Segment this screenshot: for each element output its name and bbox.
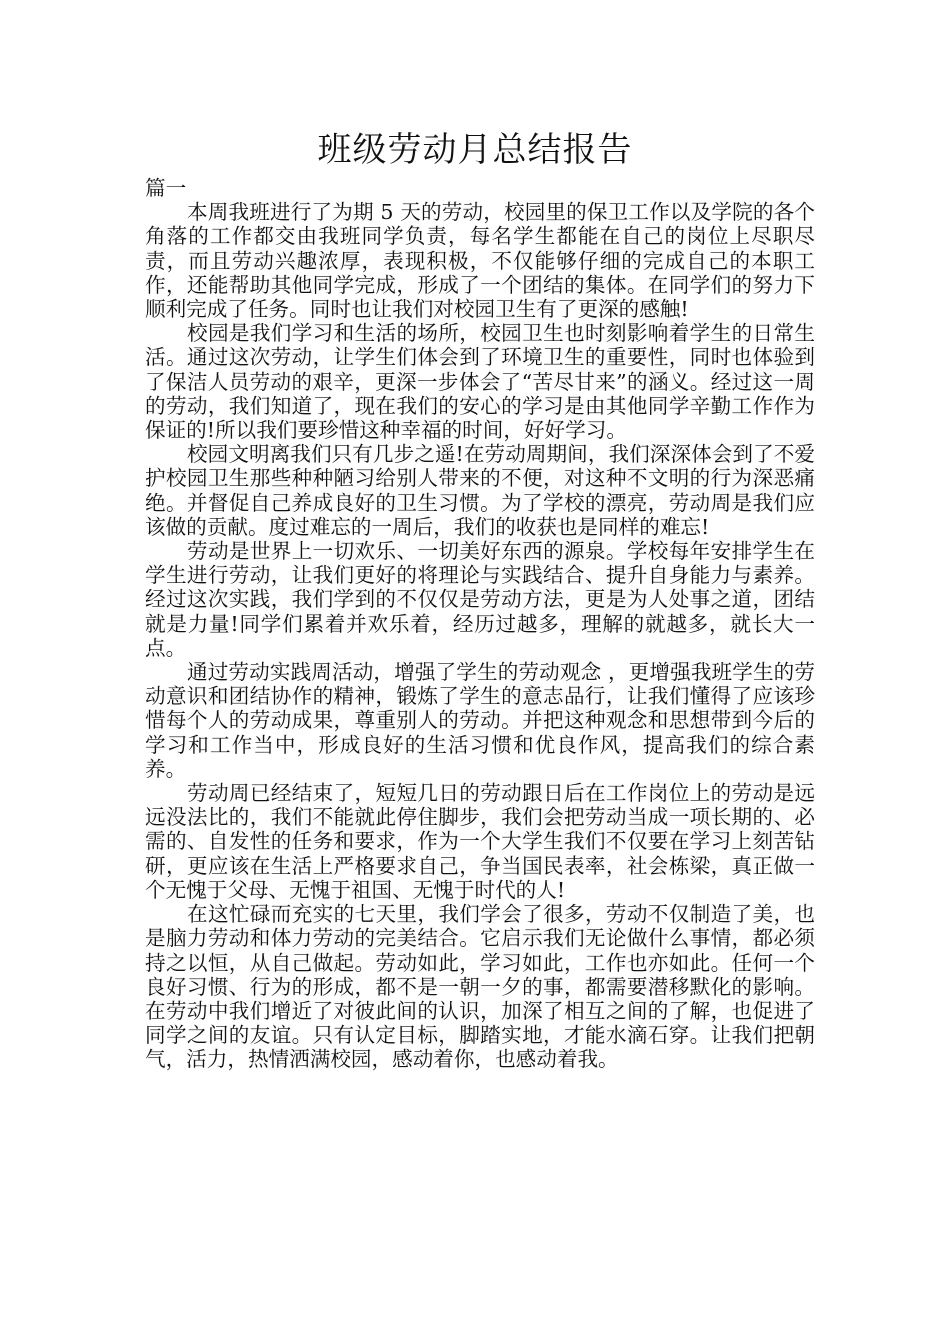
paragraph-2: 校园是我们学习和生活的场所，校园卫生也时刻影响着学生的日常生活。通过这次劳动，让学生们体会到了环境卫生的重要性，同时也体验到了保洁人员劳动的艰辛，更深一步体会了“苦尽甘来”的涵义。经过这一周的劳动，我们知道了，现在我们的安心的学习是由其他同学辛勤工作作为保证的!所以我们要珍惜这种幸福的时间，好好学习。 (145, 321, 815, 443)
paragraph-6: 劳动周已经结束了，短短几日的劳动跟日后在工作岗位上的劳动是远远没法比的，我们不能就此停住脚步，我们会把劳动当成一项长期的、必需的、自发性的任务和要求，作为一个大学生我们不仅要在学习上刻苦钻研，更应该在生活上严格要求自己，争当国民表率，社会栋梁，真正做一个无愧于父母、无愧于祖国、无愧于时代的人! (145, 781, 815, 902)
paragraph-3: 校园文明离我们只有几步之遥!在劳动周期间，我们深深体会到了不爱护校园卫生那些种种陋习给别人带来的不便，对这种不文明的行为深恶痛绝。并督促自己养成良好的卫生习惯。为了学校的漂亮，劳动周是我们应该做的贡献。度过难忘的一周后，我们的收获也是同样的难忘! (145, 442, 815, 539)
paragraph-1: 本周我班进行了为期 5 天的劳动，校园里的保卫工作以及学院的各个角落的工作都交由我班同学负责，每名学生都能在自己的岗位上尽职尽责，而且劳动兴趣浓厚，表现积极，不仅能够仔细的完成自己的本职工作，还能帮助其他同学完成，形成了一个团结的集体。在同学们的努力下顺利完成了任务。同时也让我们对校园卫生有了更深的感触! (145, 200, 815, 322)
document-title: 班级劳动月总结报告 (317, 130, 633, 170)
paragraph-5: 通过劳动实践周活动，增强了学生的劳动观念 ，更增强我班学生的劳动意识和团结协作的精神，锻炼了学生的意志品行，让我们懂得了应该珍惜每个人的劳动成果，尊重别人的劳动。并把这种观念和思想带到今后的学习和工作当中，形成良好的生活习惯和优良作风，提高我们的综合素养。 (145, 660, 815, 781)
document-body (145, 176, 815, 1072)
paragraph-4: 劳动是世界上一切欢乐、一切美好东西的源泉。学校每年安排学生在学生进行劳动，让我们更好的将理论与实践结合、提升自身能力与素养。经过这次实践，我们学到的不仅仅是劳动方法，更是为人处事之道，团结就是力量!同学们累着并欢乐着，经历过越多，理解的就越多，就长大一点。 (145, 539, 815, 660)
paragraph-7: 在这忙碌而充实的七天里，我们学会了很多，劳动不仅制造了美，也是脑力劳动和体力劳动的完美结合。它启示我们无论做什么事情，都必须持之以恒，从自己做起。劳动如此，学习如此，工作也亦如此。任何一个良好习惯、行为的形成，都不是一朝一夕的事，都需要潜移默化的影响。在劳动中我们增近了对彼此间的认识，加深了相互之间的了解，也促进了同学之间的友谊。只有认定目标，脚踏实地，才能水滴石穿。让我们把朝气，活力，热情洒满校园，感动着你，也感动着我。 (145, 902, 815, 1072)
section-label: 篇一 (145, 176, 187, 200)
